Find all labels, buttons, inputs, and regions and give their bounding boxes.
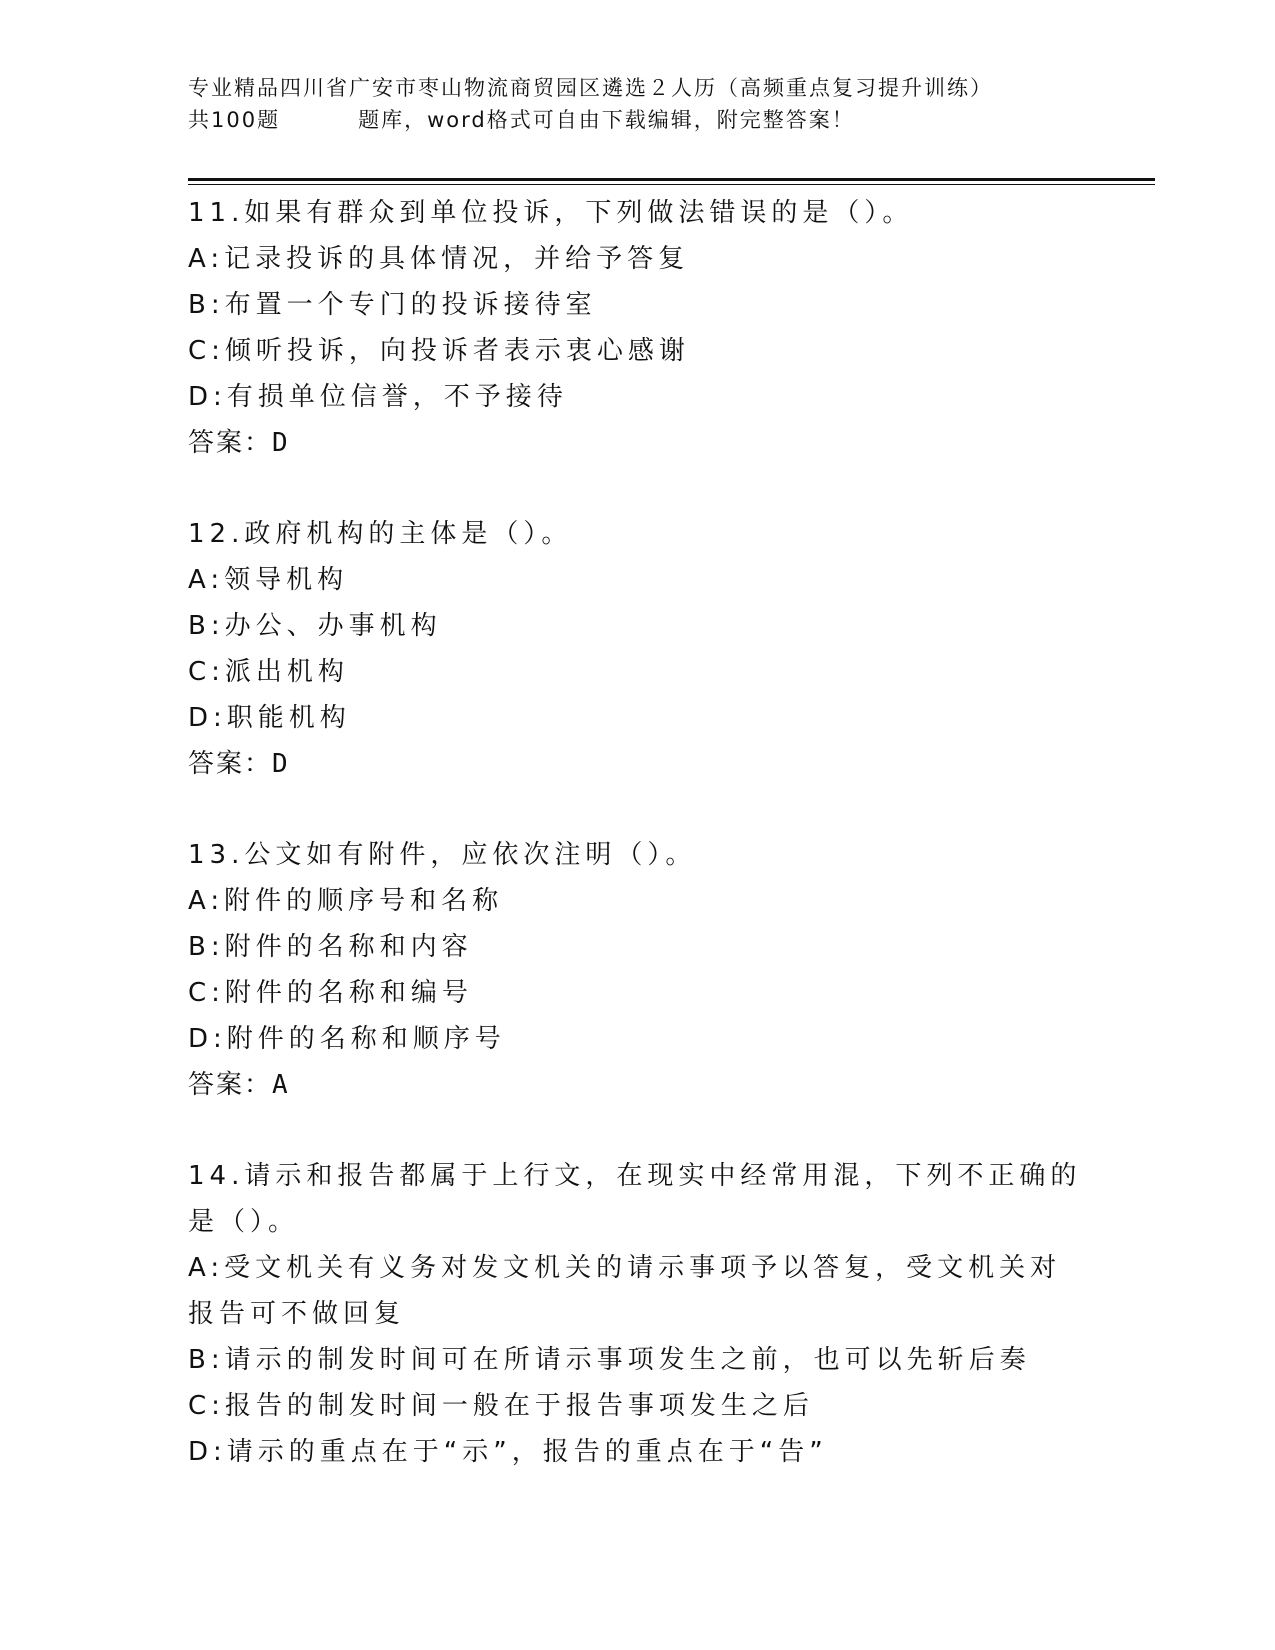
header-title-line: 专业精品四川省广安市枣山物流商贸园区遴选２人历（高频重点复习提升训练） xyxy=(188,76,993,100)
question-list xyxy=(188,190,1088,1520)
header-divider-thin xyxy=(188,184,1155,185)
question-stem: 14.请示和报告都属于上行文，在现实中经常用混，下列不正确的是（）。 xyxy=(188,1161,1082,1237)
option-a: A:受文机关有义务对发文机关的请示事项予以答复，受文机关对报告可不做回复 xyxy=(188,1253,1062,1329)
answer-value: A xyxy=(272,1070,290,1100)
option-d: D:职能机构 xyxy=(188,703,351,733)
answer-line xyxy=(188,1062,1088,1108)
option-c: C:倾听投诉，向投诉者表示衷心感谢 xyxy=(188,336,690,366)
answer-line xyxy=(188,741,1088,787)
option-c: C:派出机构 xyxy=(188,657,349,687)
question-11 xyxy=(188,190,1088,466)
question-stem: 12.政府机构的主体是（）。 xyxy=(188,519,573,549)
option-c: C:报告的制发时间一般在于报告事项发生之后 xyxy=(188,1391,814,1421)
option-d: D:附件的名称和顺序号 xyxy=(188,1024,506,1054)
question-stem: 11.如果有群众到单位投诉，下列做法错误的是（）。 xyxy=(188,198,914,228)
answer-label: 答案： xyxy=(188,1070,273,1100)
answer-line xyxy=(188,420,1088,466)
question-14 xyxy=(188,1153,1088,1475)
answer-value: D xyxy=(272,749,290,779)
option-b: B:办公、办事机构 xyxy=(188,611,442,641)
option-b: B:布置一个专门的投诉接待室 xyxy=(188,290,597,320)
option-b: B:请示的制发时间可在所请示事项发生之前，也可以先斩后奏 xyxy=(188,1345,1031,1375)
header-question-count: 共100题 xyxy=(188,108,281,132)
option-a: A:附件的顺序号和名称 xyxy=(188,886,504,916)
answer-label: 答案： xyxy=(188,428,273,458)
option-c: C:附件的名称和编号 xyxy=(188,978,473,1008)
header-subtitle-line xyxy=(188,104,1168,136)
option-b: B:附件的名称和内容 xyxy=(188,932,473,962)
option-d: D:请示的重点在于“示”，报告的重点在于“告” xyxy=(188,1437,828,1467)
question-stem: 13.公文如有附件，应依次注明（）。 xyxy=(188,840,697,870)
question-12 xyxy=(188,511,1088,787)
question-13 xyxy=(188,832,1088,1108)
option-a: A:记录投诉的具体情况，并给予答复 xyxy=(188,244,690,274)
answer-label: 答案： xyxy=(188,749,273,779)
document-header xyxy=(188,72,1168,136)
answer-value: D xyxy=(272,428,290,458)
option-a: A:领导机构 xyxy=(188,565,349,595)
header-description: 题库，word格式可自由下载编辑，附完整答案！ xyxy=(358,108,855,132)
option-d: D:有损单位信誉，不予接待 xyxy=(188,382,568,412)
header-divider-thick xyxy=(188,178,1155,181)
